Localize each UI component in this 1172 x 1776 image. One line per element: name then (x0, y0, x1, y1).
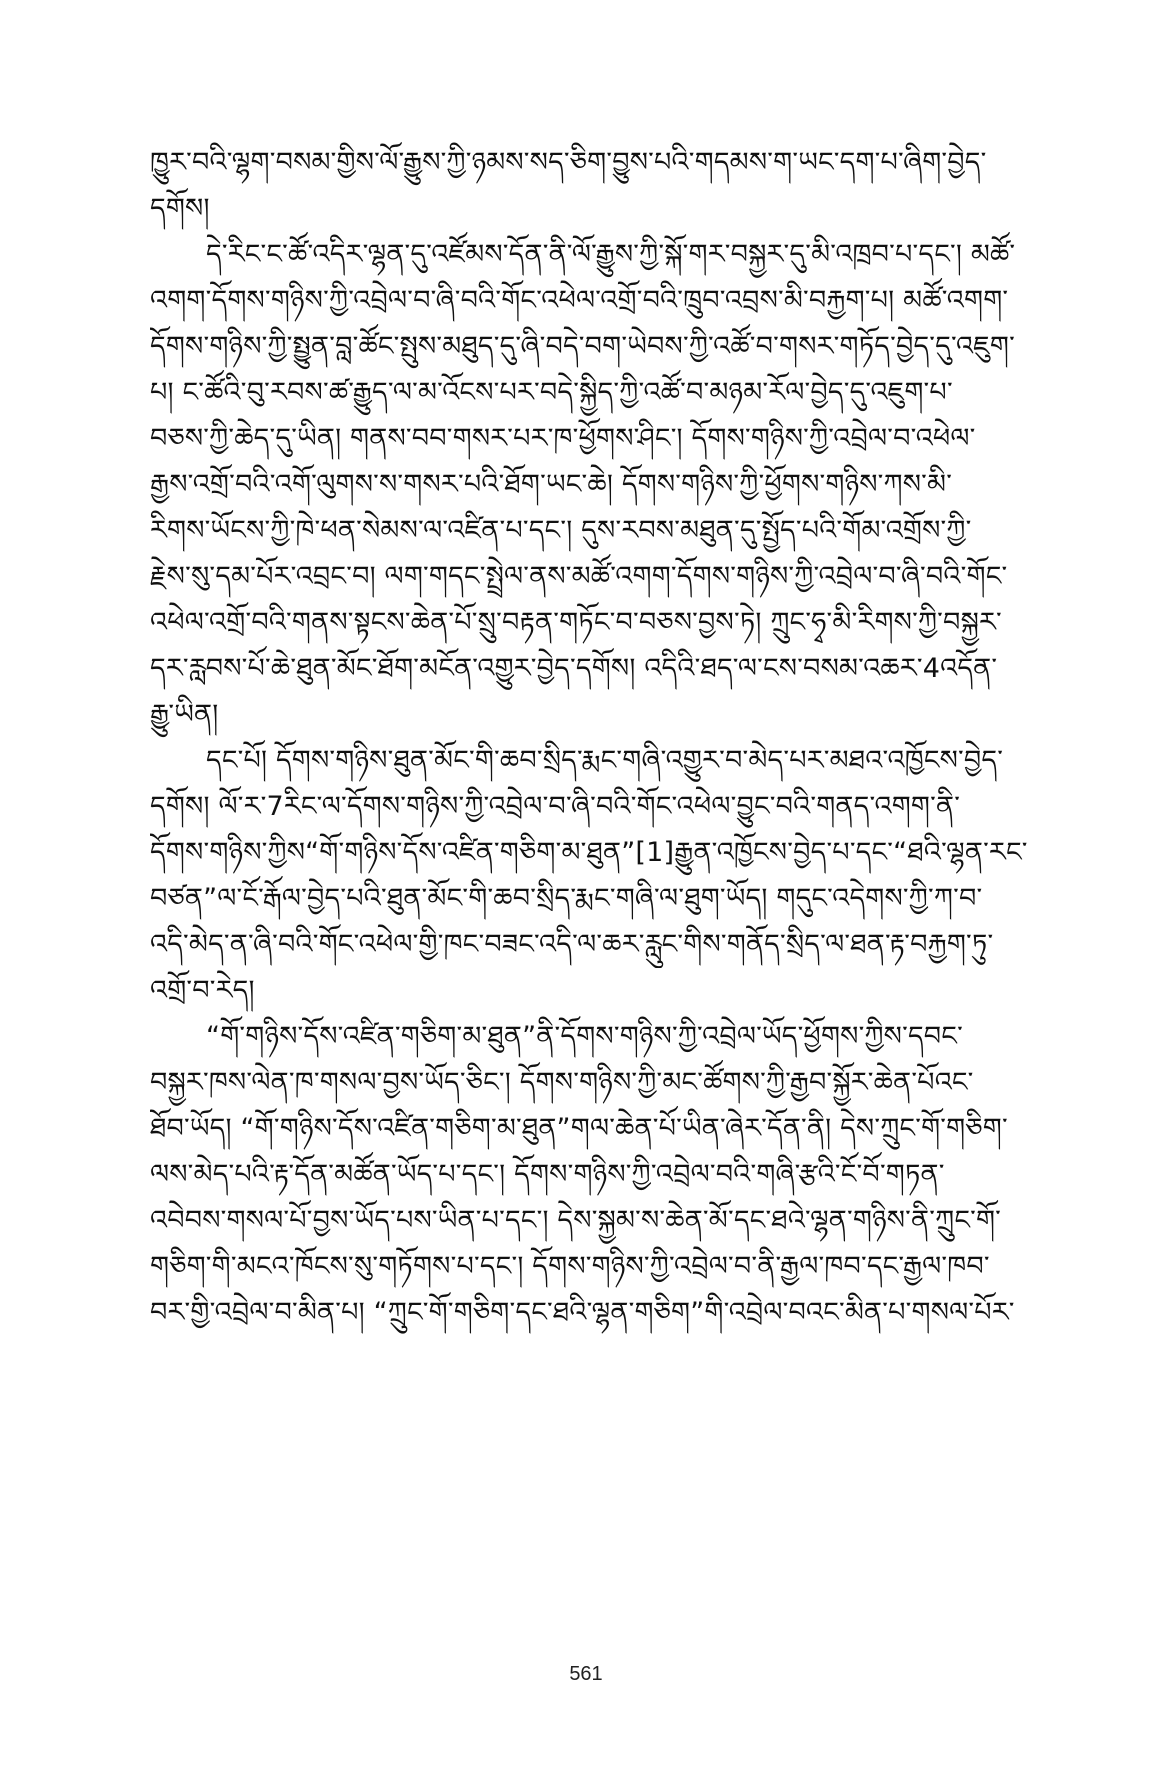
text-line: འབེབས་གསལ་པོ་བྱས་ཡོད་པས་ཡིན་པ་དང་། དེས་སྐྱམ་ས་ཆེན་མོ་དང་ཐའེ་ལྷན་གཉིས་ནི་ཀྲུང་གོ་ (150, 1205, 1002, 1236)
text-line: ཁྱུར་བའི་ལྷག་བསམ་གྱིས་ལོ་རྒྱུས་ཀྱི་ཉམས་སད་ཅིག་བྱུས་པའི་གདམས་ག་ཡང་དག་པ་ཞིག་བྱེད་ (150, 147, 987, 178)
text-line: རྒྱས་འགྲོ་བའི་འགོ་ལུགས་ས་གསར་པའི་ཐོག་ཡང་ཆེ། དོགས་གཉིས་ཀྱི་ཕྱོགས་གཉིས་ཀས་མི་ (150, 469, 953, 500)
text-line: ཐོབ་ཡོད། “གོ་གཉིས་དོས་འཛིན་གཅིག་མ་ཐུན”གལ་ཆེན་པོ་ཡིན་ཞེར་དོན་ནི། དེས་ཀྲུང་གོ་གཅིག་ (150, 1113, 1008, 1144)
paragraph (150, 232, 1040, 738)
text-line: རྒྱུ་ཡིན། (150, 699, 219, 730)
text-line: འདི་མེད་ན་ཞི་བའི་གོང་འཕེལ་གྱི་ཁང་བཟང་འདི་ལ་ཆར་རླུང་གིས་གནོད་སྲིད་ལ་ཐན་རྟ་བརྐྱག་ཏུ་ (150, 929, 994, 960)
text-line: དང་པོ། དོགས་གཉིས་ཐུན་མོང་གི་ཆབ་སྲིད་རྨང་གཞི་འགྱུར་བ་མེད་པར་མཐའ་འཁྱོངས་བྱེད་ (206, 745, 1004, 776)
text-line: “གོ་གཉིས་དོས་འཛིན་གཅིག་མ་ཐུན”ནི་དོགས་གཉིས་ཀྱི་འབྲེལ་ཡོད་ཕྱོགས་ཀྱིས་དབང་ (206, 1021, 963, 1052)
text-line: བར་གྱི་འབྲེལ་བ་མིན་པ། “ཀྲུང་གོ་གཅིག་དང་ཐའི་ལྷན་གཅིག”གི་འབྲེལ་བའང་མིན་པ་གསལ་པོར་ (150, 1297, 1015, 1328)
body-text (150, 140, 1040, 1336)
page-number: 561 (569, 1663, 603, 1685)
text-line: དགོས། ལོ་ར་7རིང་ལ་དོགས་གཉིས་ཀྱི་འབྲེལ་བ་ཞི་བའི་གོང་འཕེལ་བྱུང་བའི་གནད་འགག་ནི་ (150, 791, 961, 822)
paragraph (150, 1014, 1040, 1336)
text-line: བཙན”ལ་ངོ་རྒོལ་བྱེད་པའི་ཐུན་མོང་གི་ཆབ་སྲིད་རྨང་གཞི་ལ་ཐུག་ཡོད། གདུང་འདེགས་ཀྱི་ཀ་བ་ (150, 883, 983, 914)
paragraph (150, 140, 1040, 232)
text-line: འགྲོ་བ་རེད། (150, 975, 255, 1006)
text-line: བཅས་ཀྱི་ཆེད་དུ་ཡིན། གནས་བབ་གསར་པར་ཁ་ཕྱོགས་ཤིང་། དོགས་གཉིས་ཀྱི་འབྲེལ་བ་འཕེལ་ (150, 423, 976, 454)
text-line: དར་རླབས་པོ་ཆེ་ཐུན་མོང་ཐོག་མངོན་འགྱུར་བྱེད་དགོས། འདིའི་ཐད་ལ་ངས་བསམ་འཆར་4འདོན་ (150, 653, 998, 684)
text-line: རྗེས་སུ་དམ་པོར་འབྲང་བ། ལག་གདང་སྤྲེལ་ནས་མཚོ་འགག་དོགས་གཉིས་ཀྱི་འབྲེལ་བ་ཞི་བའི་གོང་ (150, 561, 1008, 592)
text-line: འགག་དོགས་གཉིས་ཀྱི་འབྲེལ་བ་ཞི་བའི་གོང་འཕེལ་འགྲོ་བའི་ཁྲུབ་འབྲས་མི་བརྐྱག་པ། མཚོ་འགག་ (150, 285, 1009, 316)
text-line: རིགས་ཡོངས་ཀྱི་ཁེ་ཕན་སེམས་ལ་འཛིན་པ་དང་། དུས་རབས་མཐུན་དུ་སྤྱོད་པའི་གོམ་འགྲོས་ཀྱི་ (150, 515, 972, 546)
text-line: དགོས། (150, 193, 210, 224)
paragraph (150, 738, 1040, 1014)
text-line: དོགས་གཉིས་ཀྱི་སྤྱུན་བླ་ཚོང་སྤུས་མཐུད་དུ་ཞི་བདེ་བག་ཡེབས་ཀྱི་འཚོ་བ་གསར་གཏོད་བྱེད་དུ་འཇུག་ (150, 331, 1016, 362)
text-line: གཅིག་གི་མངའ་ཁོངས་སུ་གཏོགས་པ་དང་། དོགས་གཉིས་ཀྱི་འབྲེལ་བ་ནི་རྒྱལ་ཁབ་དང་རྒྱལ་ཁབ་ (150, 1251, 990, 1282)
text-line: དེ་རིང་ང་ཚོ་འདིར་ལྷན་དུ་འཛོམས་དོན་ནི་ལོ་རྒྱུས་ཀྱི་སྐོ་གར་བསྐྱར་དུ་མི་འཁྲབ་པ་དང་། མཚོ་ (206, 239, 1016, 270)
text-line: པ། ང་ཚོའི་བུ་རབས་ཚ་རྒྱུད་ལ་མ་འོངས་པར་བདེ་སྐྱིད་ཀྱི་འཚོ་བ་མཉམ་རོལ་བྱེད་དུ་འཇུག་པ་ (150, 377, 953, 408)
text-line: དོགས་གཉིས་ཀྱིས“གོ་གཉིས་དོས་འཛིན་གཅིག་མ་ཐུན”[1]རྒྱུན་འཁྱོངས་བྱེད་པ་དང་“ཐའི་ལྷན་རང་ (150, 837, 1028, 868)
text-line: འཕེལ་འགྲོ་བའི་གནས་སྟངས་ཆེན་པོ་སྲུ་བརྟན་གཏོང་བ་བཅས་བྱས་ཏེ། ཀྲུང་ཧྭ་མི་རིགས་ཀྱི་བསྐྱར་ (150, 607, 1002, 638)
text-line: བསྐྱར་ཁས་ལེན་ཁ་གསལ་བྱས་ཡོད་ཅིང་། དོགས་གཉིས་ཀྱི་མང་ཚོགས་ཀྱི་རྒྱབ་སྐྱོར་ཆེན་པོའང་ (150, 1067, 974, 1098)
text-line: ལས་མེད་པའི་རྟ་དོན་མཚོན་ཡོད་པ་དང་། དོགས་གཉིས་ཀྱི་འབྲེལ་བའི་གཞི་རྩའི་ངོ་བོ་གཏན་ (150, 1159, 945, 1190)
